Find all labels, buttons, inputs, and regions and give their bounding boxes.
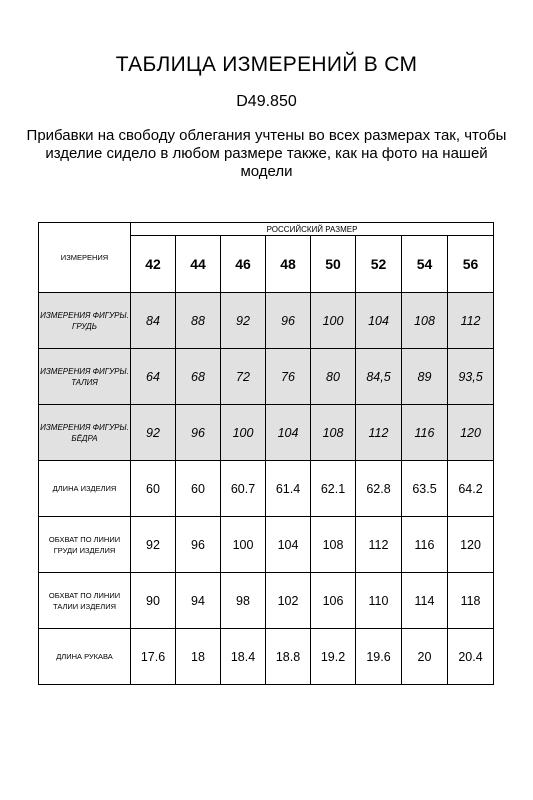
table-cell: 100 <box>311 293 356 349</box>
table-cell: 112 <box>356 517 402 573</box>
table-cell: 120 <box>448 405 494 461</box>
size-header: 44 <box>176 236 221 293</box>
row-label: ДЛИНА РУКАВА <box>39 629 131 685</box>
table-cell: 19.2 <box>311 629 356 685</box>
table-cell: 120 <box>448 517 494 573</box>
table-cell: 96 <box>176 405 221 461</box>
table-cell: 20.4 <box>448 629 494 685</box>
table-cell: 100 <box>221 405 266 461</box>
size-header: 48 <box>266 236 311 293</box>
table-cell: 104 <box>266 405 311 461</box>
table-cell: 84 <box>131 293 176 349</box>
table-cell: 92 <box>131 405 176 461</box>
table-cell: 64 <box>131 349 176 405</box>
table-cell: 114 <box>402 573 448 629</box>
table-cell: 96 <box>176 517 221 573</box>
table-cell: 88 <box>176 293 221 349</box>
table-cell: 72 <box>221 349 266 405</box>
table-cell: 104 <box>266 517 311 573</box>
table-cell: 19.6 <box>356 629 402 685</box>
table-cell: 112 <box>356 405 402 461</box>
table-cell: 106 <box>311 573 356 629</box>
table-cell: 93,5 <box>448 349 494 405</box>
table-cell: 92 <box>131 517 176 573</box>
table-row <box>39 629 494 685</box>
table-row <box>39 349 494 405</box>
table-cell: 118 <box>448 573 494 629</box>
row-label: ОБХВАТ ПО ЛИНИИ ГРУДИ ИЗДЕЛИЯ <box>39 517 131 573</box>
page-title: ТАБЛИЦА ИЗМЕРЕНИЙ В СМ <box>115 53 418 76</box>
table-cell: 104 <box>356 293 402 349</box>
row-label: ИЗМЕРЕНИЯ ФИГУРЫ. ГРУДЬ <box>39 293 131 349</box>
table-cell: 108 <box>311 517 356 573</box>
table-cell: 108 <box>402 293 448 349</box>
table-cell: 96 <box>266 293 311 349</box>
table-cell: 60.7 <box>221 461 266 517</box>
size-header: 50 <box>311 236 356 293</box>
size-table <box>38 222 494 685</box>
measurements-header: ИЗМЕРЕНИЯ <box>39 223 131 293</box>
table-row <box>39 517 494 573</box>
table-cell: 116 <box>402 405 448 461</box>
table-row <box>39 293 494 349</box>
table-cell: 84,5 <box>356 349 402 405</box>
table-cell: 92 <box>221 293 266 349</box>
size-header: 42 <box>131 236 176 293</box>
table-cell: 94 <box>176 573 221 629</box>
table-cell: 18 <box>176 629 221 685</box>
table-cell: 18.8 <box>266 629 311 685</box>
table-cell: 76 <box>266 349 311 405</box>
row-label: ИЗМЕРЕНИЯ ФИГУРЫ. БЁДРА <box>39 405 131 461</box>
table-cell: 108 <box>311 405 356 461</box>
table-cell: 18.4 <box>221 629 266 685</box>
row-label: ОБХВАТ ПО ЛИНИИ ТАЛИИ ИЗДЕЛИЯ <box>39 573 131 629</box>
table-cell: 80 <box>311 349 356 405</box>
fit-note: Прибавки на свободу облегания учтены во всех размерах так, чтобы изделие сидело в любом размере также, как на фото на нашей модели <box>26 127 507 180</box>
size-header: 46 <box>221 236 266 293</box>
table-cell: 102 <box>266 573 311 629</box>
product-code: D49.850 <box>236 93 297 110</box>
table-cell: 60 <box>131 461 176 517</box>
table-cell: 90 <box>131 573 176 629</box>
table-cell: 60 <box>176 461 221 517</box>
table-cell: 100 <box>221 517 266 573</box>
size-header: 56 <box>448 236 494 293</box>
table-cell: 62.8 <box>356 461 402 517</box>
table-cell: 68 <box>176 349 221 405</box>
table-row <box>39 573 494 629</box>
row-label: ДЛИНА ИЗДЕЛИЯ <box>39 461 131 517</box>
table-cell: 62.1 <box>311 461 356 517</box>
table-cell: 89 <box>402 349 448 405</box>
row-label: ИЗМЕРЕНИЯ ФИГУРЫ. ТАЛИЯ <box>39 349 131 405</box>
table-cell: 61.4 <box>266 461 311 517</box>
size-header: 54 <box>402 236 448 293</box>
russian-size-caption: РОССИЙСКИЙ РАЗМЕР <box>131 223 494 236</box>
table-row <box>39 461 494 517</box>
table-cell: 17.6 <box>131 629 176 685</box>
table-cell: 116 <box>402 517 448 573</box>
table-cell: 63.5 <box>402 461 448 517</box>
table-cell: 112 <box>448 293 494 349</box>
table-cell: 64.2 <box>448 461 494 517</box>
table-row <box>39 405 494 461</box>
table-cell: 98 <box>221 573 266 629</box>
table-cell: 20 <box>402 629 448 685</box>
size-header: 52 <box>356 236 402 293</box>
table-cell: 110 <box>356 573 402 629</box>
